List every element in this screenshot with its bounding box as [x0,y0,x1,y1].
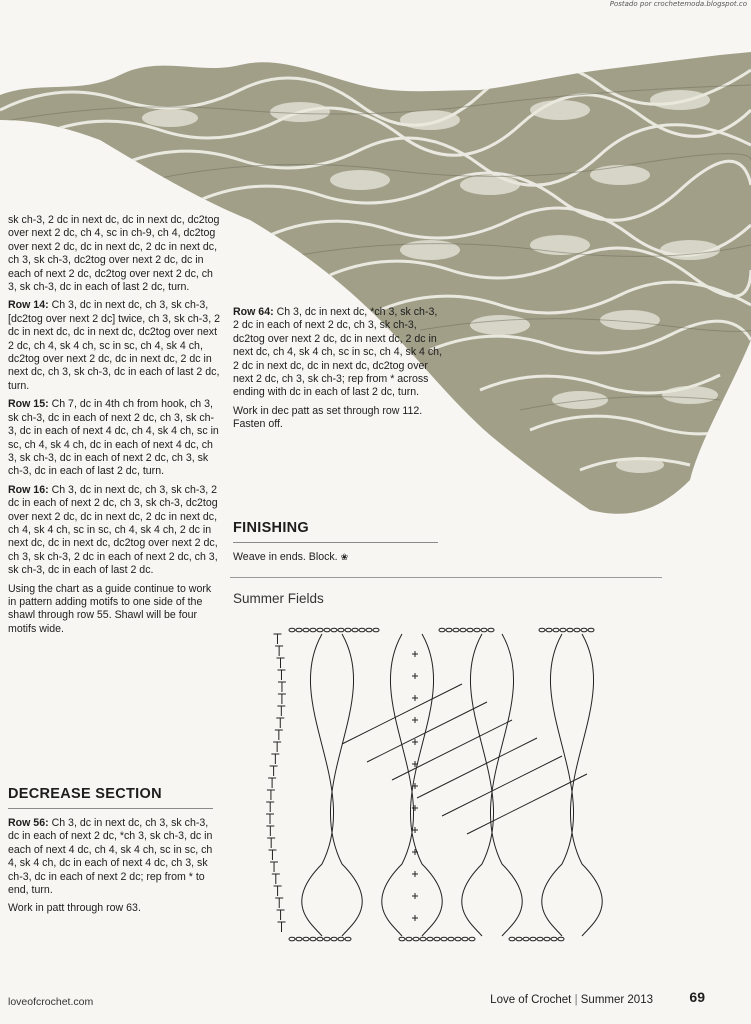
decrease-line [442,756,562,816]
dc-stitch [273,634,281,644]
chain-stitch [373,628,379,632]
dec-patt-paragraph: Work in dec patt as set through row 112. Fasten off. [233,404,423,431]
chain-stitch [324,628,330,632]
chain-stitch [366,628,372,632]
chain-stitch [469,937,475,941]
chain-stitch [359,628,365,632]
right-column [233,306,443,437]
chain-stitch [427,937,433,941]
chain-stitch [560,628,566,632]
sc-stitch [412,739,418,745]
chain-stitch [303,628,309,632]
dc-stitch [275,730,283,740]
sc-stitch [412,717,418,723]
chain-stitch [574,628,580,632]
finishing-text [233,551,438,563]
chain-stitch [467,628,473,632]
decrease-section [8,786,213,921]
dc-stitch [267,790,275,800]
chain-stitch [446,628,452,632]
chain-stitch [296,628,302,632]
chain-stitch [474,628,480,632]
chain-stitch [462,937,468,941]
footer-separator: | [574,994,578,1006]
chain-stitch [537,937,543,941]
wave-line [302,634,334,936]
row16-label: Row 16: [8,483,49,496]
finishing-heading: FINISHING [233,520,310,536]
dc-stitch [278,922,286,932]
row64-paragraph [233,306,443,400]
dc-stitch [266,826,274,836]
chain-stitch [406,937,412,941]
chain-stitch [553,628,559,632]
chain-stitch [317,937,323,941]
dc-stitch [273,742,281,752]
footer-magazine [490,994,653,1006]
chain-stitch [413,937,419,941]
chain-stitch [303,937,309,941]
dc-stitch [274,886,282,896]
chain-stitch [453,628,459,632]
dc-stitch [268,850,276,860]
chain-stitch [310,628,316,632]
chain-stitch [289,937,295,941]
wave-line [490,634,522,936]
decrease-line [467,774,587,834]
chart-title: Summer Fields [233,591,324,606]
chain-stitch [546,628,552,632]
chain-stitch [530,937,536,941]
chain-stitch [324,937,330,941]
dc-stitch [270,862,278,872]
dc-stitch [277,658,285,668]
finishing-rule [233,542,438,543]
chain-stitch [551,937,557,941]
chain-stitch [434,937,440,941]
chain-stitch [460,628,466,632]
chain-stitch [523,937,529,941]
chain-stitch [338,628,344,632]
chart-guide-paragraph: Using the chart as a guide continue to work in pattern adding motifs to one side of the shawl through row 55. Shawl will be four motifs wide. [8,582,212,635]
row64-label: Row 64: [233,306,274,318]
wave-line [330,634,362,936]
sc-stitch [412,651,418,657]
chain-stitch [488,628,494,632]
chain-stitch [481,628,487,632]
watermark: Postado por crochetemoda.blogspot.co [609,0,747,8]
dc-stitch [266,802,274,812]
row15-text: Ch 7, dc in 4th ch from hook, ch 3, sk ch-3, dc in each of next 2 dc, ch 3, sk ch-3, dc in each of next 4 dc, ch 4, sk 4 ch, sc in sc, ch 4, sk 4 ch, dc in each of next 4 dc, ch 3, sk ch-3, dc in each of next 2 dc, ch 3, sk ch-3, dc in each of last 2 dc, turn. [8,398,219,478]
chain-stitch [345,628,351,632]
dc-stitch [278,694,286,704]
row16-paragraph [8,484,220,578]
chain-stitch [439,628,445,632]
dc-stitch [275,898,283,908]
sc-stitch [412,915,418,921]
dc-stitch [272,874,280,884]
dc-stitch [277,670,285,680]
decrease-line [392,720,512,780]
decrease-line [367,702,487,762]
finishing-section [233,520,438,563]
left-column [8,214,220,641]
chain-stitch [509,937,515,941]
chain-stitch [441,937,447,941]
chain-stitch [567,628,573,632]
patt-paragraph: Work in patt through row 63. [8,902,141,915]
decrease-text [8,817,213,916]
dc-stitch [277,910,285,920]
chain-stitch [544,937,550,941]
issue-name: Summer 2013 [580,994,653,1006]
divider [230,577,662,578]
chain-stitch [581,628,587,632]
decrease-line [417,738,537,798]
chain-stitch [317,628,323,632]
chain-stitch [296,937,302,941]
dc-stitch [267,838,275,848]
footer-site: loveofcrochet.com [8,996,94,1008]
sc-stitch [412,849,418,855]
row16-text: Ch 3, dc in next dc, ch 3, sk ch-3, 2 dc in each of next 2 dc, ch 3, sk ch-3, dc2tog over next 2 dc, dc in next dc, 2 dc in next dc, ch 4, sk 4 ch, sc in sc, ch 4, sk 4 ch, 2 dc in next dc, dc in next dc, dc2tog over next 2 dc, ch 3, sk ch-3, 2 dc in each of next 2 dc, ch 3, sk ch-3, dc in each of last 2 dc. [8,483,218,577]
chain-stitch [448,937,454,941]
chain-stitch [420,937,426,941]
page-number: 69 [689,989,705,1005]
dc-stitch [270,766,278,776]
wave-line [462,634,494,936]
chain-stitch [345,937,351,941]
finishing-body: Weave in ends. Block. [233,551,338,563]
row56-label: Row 56: [8,817,49,829]
row14-text: Ch 3, dc in next dc, ch 3, sk ch-3, [dc2tog over next 2 dc] twice, ch 3, sk ch-3, 2 dc in next dc, dc in next dc, dc2tog over next 2 dc, ch 4, sk 4 ch, sc in sc, ch 4, sk 4 ch, dc2tog over next 2 dc, dc in next dc, 2 dc in next dc, ch 3, sk ch-3, dc in each of last 2 dc, turn. [8,299,220,392]
chain-stitch [289,628,295,632]
magazine-name: Love of Crochet [490,994,572,1006]
chain-stitch [352,628,358,632]
dc-stitch [268,778,276,788]
row14-paragraph [8,299,220,393]
wave-line [570,634,602,936]
chain-stitch [331,937,337,941]
chain-stitch [539,628,545,632]
row14-label: Row 14: [8,299,49,312]
chain-stitch [399,937,405,941]
chain-stitch [516,937,522,941]
dc-stitch [266,814,274,824]
row15-label: Row 15: [8,398,49,411]
row64-text: Ch 3, dc in next dc, *ch 3, sk ch-3, 2 dc in each of next 2 dc, ch 3, sk ch-3, dc2tog over next 2 dc, dc in next dc, 2 dc in next dc, ch 4, sk 4 ch, sc in sc, ch 4, sk 4 ch, 2 dc in next dc, dc in next dc, dc2tog over next 2 dc, ch 3, sk ch-3; rep from * across ending with dc in each of last 2 dc, turn. [233,306,443,399]
row56-text: Ch 3, dc in next dc, ch 3, sk ch-3, dc in each of next 2 dc, *ch 3, sk ch-3, dc in each of next 4 dc, ch 4, sk 4 ch, sc in sc, ch 4, sk 4 ch, dc in each of next 4 dc, ch 3, sk ch-3, dc in each of next 2 dc; rep from * to end, turn. [8,817,213,897]
decrease-heading: DECREASE SECTION [8,786,162,802]
end-mark-icon: ❀ [340,552,349,562]
decrease-rule [8,808,213,809]
sc-stitch [412,893,418,899]
sc-stitch [412,871,418,877]
dc-stitch [278,682,286,692]
row15-paragraph [8,398,220,478]
row56-paragraph [8,817,213,897]
chain-stitch [331,628,337,632]
wave-line [382,634,414,936]
chain-stitch [558,937,564,941]
dc-stitch [275,646,283,656]
dc-stitch [277,706,285,716]
sc-stitch [412,673,418,679]
chain-stitch [310,937,316,941]
row13-continuation: sk ch-3, 2 dc in next dc, dc in next dc, dc2tog over next 2 dc, ch 4, sc in ch-9, ch 4, dc2tog over next 2 dc, dc in next dc, 2 dc in next dc, ch 3, sk ch-3, dc2tog over next 2 dc, dc in each of next 2 dc, dc2tog over next 2 dc, ch 3, sk ch-3, dc in each of last 2 dc, turn. [8,214,220,294]
chain-stitch [455,937,461,941]
decrease-line [342,684,462,744]
wave-line [542,634,574,936]
chain-stitch [338,937,344,941]
dc-stitch [276,718,284,728]
sc-stitch [412,695,418,701]
crochet-chart [262,624,662,944]
chain-stitch [588,628,594,632]
dc-stitch [271,754,279,764]
